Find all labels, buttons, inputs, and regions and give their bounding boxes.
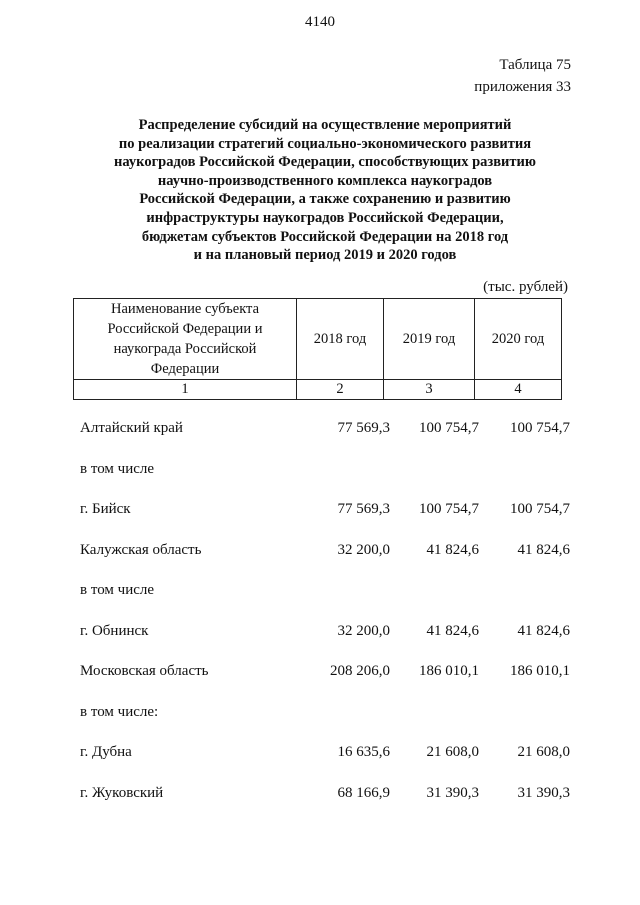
value-2018: 16 635,6 bbox=[337, 744, 390, 760]
row-name: в том числе bbox=[80, 582, 155, 598]
value-2018: 77 569,3 bbox=[337, 420, 390, 436]
value-2020: 41 824,6 bbox=[517, 622, 570, 639]
title-line: инфраструктуры наукоградов Российской Федерации, bbox=[146, 209, 504, 226]
value-2019: 41 824,6 bbox=[426, 622, 479, 639]
column-number: 2 bbox=[297, 380, 384, 400]
column-number: 3 bbox=[384, 380, 475, 400]
value-2018: 32 200,0 bbox=[337, 541, 390, 558]
column-number: 1 bbox=[74, 380, 297, 400]
table-row bbox=[80, 738, 570, 779]
value-2019: 186 010,1 bbox=[419, 663, 479, 679]
row-name: в том числе bbox=[80, 460, 155, 477]
title-line: научно-производственного комплекса наукоградов bbox=[157, 172, 493, 189]
header-2020: 2020 год bbox=[475, 299, 562, 380]
value-2018: 32 200,0 bbox=[337, 622, 390, 639]
value-2018: 68 166,9 bbox=[337, 784, 390, 801]
header-name-line: наукограда Российской bbox=[113, 341, 257, 357]
table-row bbox=[80, 536, 570, 577]
row-name: Московская область bbox=[80, 663, 209, 679]
header-2019: 2019 год bbox=[384, 299, 475, 380]
table-row bbox=[80, 779, 570, 820]
table-row bbox=[80, 495, 570, 536]
value-2019: 100 754,7 bbox=[419, 420, 479, 436]
document-title bbox=[60, 116, 590, 265]
table-header bbox=[73, 298, 562, 400]
table-row bbox=[80, 455, 570, 496]
row-name: в том числе: bbox=[80, 703, 159, 720]
value-2018: 77 569,3 bbox=[337, 501, 390, 517]
title-line: и на плановый период 2019 и 2020 годов bbox=[193, 247, 457, 264]
column-number: 4 bbox=[475, 380, 562, 400]
header-name-line: Федерации bbox=[150, 361, 220, 377]
table-row bbox=[80, 698, 570, 739]
header-name-cell bbox=[74, 299, 297, 380]
units-label: (тыс. рублей) bbox=[483, 279, 568, 295]
value-2020: 31 390,3 bbox=[517, 784, 570, 801]
value-2020: 21 608,0 bbox=[517, 744, 570, 760]
table-row bbox=[80, 576, 570, 617]
value-2019: 31 390,3 bbox=[426, 784, 479, 801]
row-name: г. Обнинск bbox=[80, 622, 149, 639]
header-name-line: Наименование субъекта bbox=[110, 301, 260, 317]
page-number: 4140 bbox=[305, 14, 335, 30]
table-reference bbox=[474, 54, 571, 98]
value-2019: 100 754,7 bbox=[419, 501, 479, 517]
row-name: г. Дубна bbox=[80, 744, 132, 760]
value-2019: 21 608,0 bbox=[426, 744, 479, 760]
value-2020: 100 754,7 bbox=[510, 420, 570, 436]
header-2018: 2018 год bbox=[297, 299, 384, 380]
table-row bbox=[80, 617, 570, 658]
value-2018: 208 206,0 bbox=[330, 663, 390, 679]
appendix-reference-line: приложения 33 bbox=[474, 79, 571, 95]
header-name-line: Российской Федерации и bbox=[107, 321, 263, 337]
table-row bbox=[80, 657, 570, 698]
row-name: Алтайский край bbox=[80, 420, 183, 436]
row-name: г. Жуковский bbox=[80, 784, 164, 801]
value-2019: 41 824,6 bbox=[426, 541, 479, 558]
column-number-row bbox=[74, 380, 562, 400]
row-name: Калужская область bbox=[80, 541, 202, 558]
title-line: Распределение субсидий на осуществление мероприятий bbox=[138, 117, 512, 133]
row-name: г. Бийск bbox=[80, 501, 131, 517]
title-line: наукоградов Российской Федерации, способствующих развитию bbox=[114, 154, 536, 171]
title-line: Российской Федерации, а также сохранению и развитию bbox=[139, 191, 511, 208]
table-reference-line: Таблица 75 bbox=[499, 57, 571, 73]
title-line: бюджетам субъектов Российской Федерации на 2018 год bbox=[141, 228, 509, 245]
value-2020: 41 824,6 bbox=[517, 541, 570, 558]
table-body bbox=[80, 414, 570, 819]
title-line: по реализации стратегий социально-экономического развития bbox=[118, 135, 532, 152]
table-row bbox=[80, 414, 570, 455]
value-2020: 100 754,7 bbox=[510, 501, 570, 517]
value-2020: 186 010,1 bbox=[510, 663, 570, 679]
header-row bbox=[74, 299, 562, 380]
